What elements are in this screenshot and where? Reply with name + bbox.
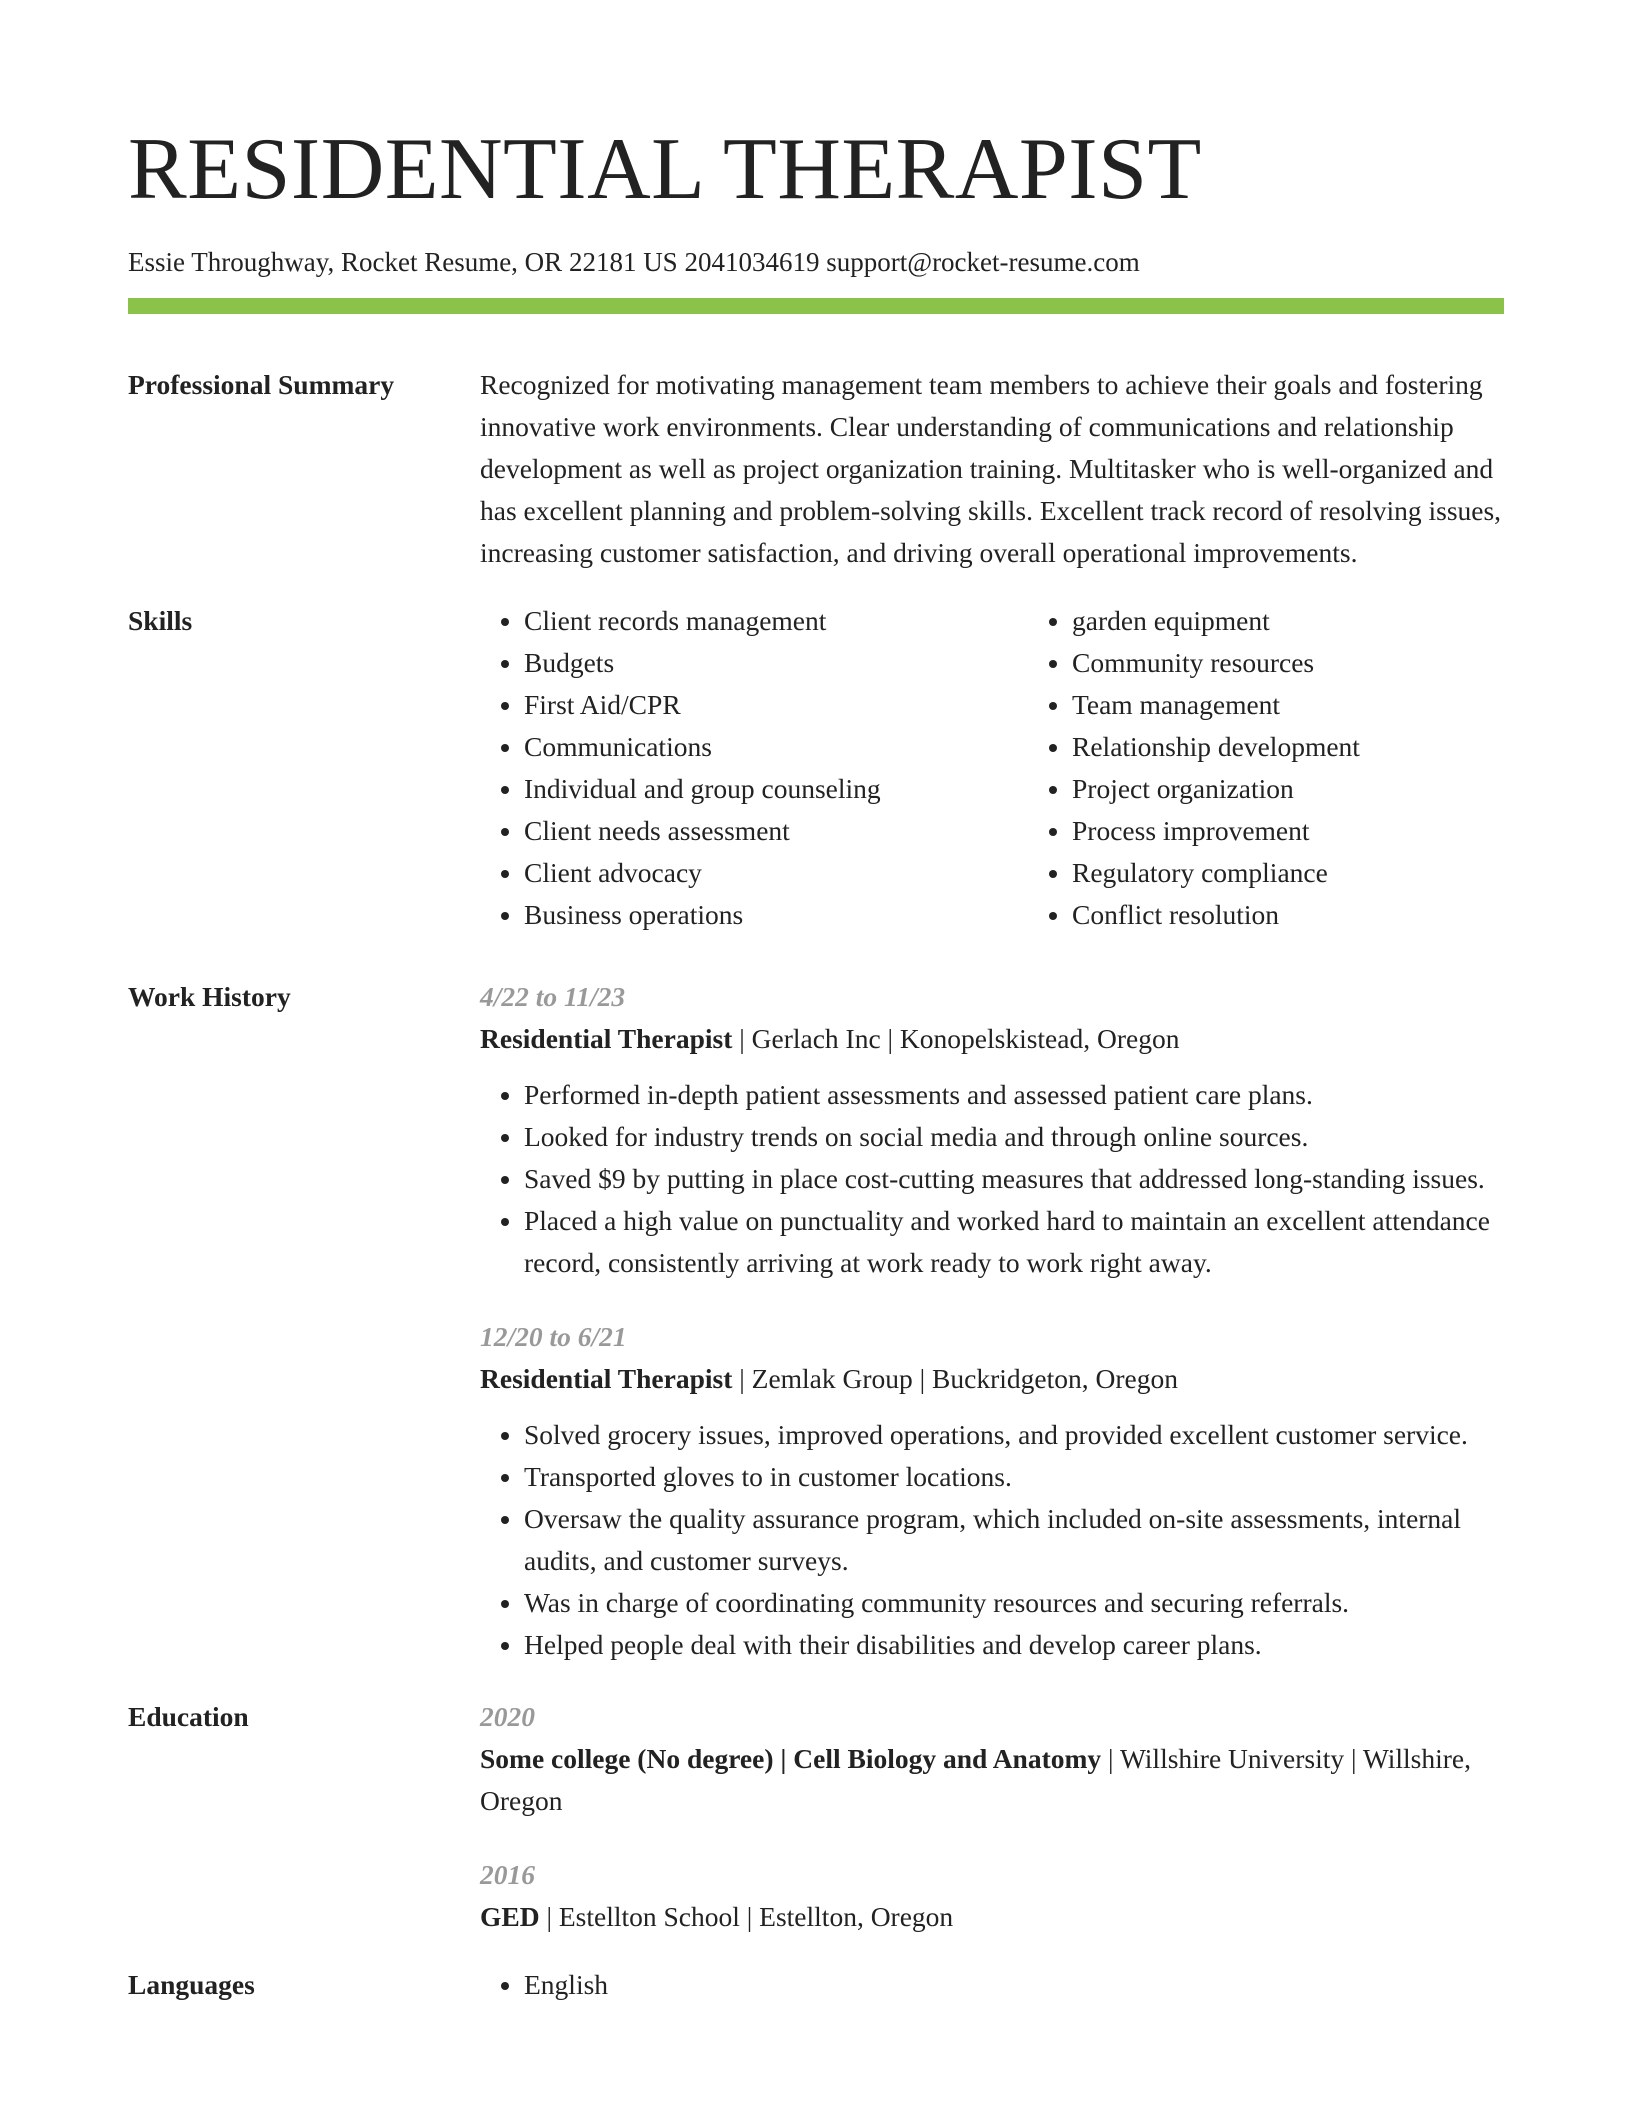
job-bullet: • Saved $9 by putting in place cost-cutting measures that addressed long-standing issues. <box>524 1158 1504 1200</box>
education-school: | Estellton School <box>540 1901 740 1932</box>
job-bullet: • Transported gloves to in customer locations. <box>524 1456 1504 1498</box>
contact-phone: 2041034619 <box>684 247 820 277</box>
job-company: | Gerlach Inc <box>732 1023 880 1054</box>
skill-item: • Regulatory compliance <box>1072 852 1576 894</box>
languages-body <box>480 1964 1504 2006</box>
job-location: | Buckridgeton, Oregon <box>913 1363 1178 1394</box>
education-year: 2020 <box>480 1701 535 1732</box>
job-bullet: • Was in charge of coordinating community resources and securing referrals. <box>524 1582 1504 1624</box>
skill-item: • garden equipment <box>1072 600 1576 642</box>
job-company: | Zemlak Group <box>732 1363 912 1394</box>
skill-item: • Team management <box>1072 684 1576 726</box>
job-heading <box>480 1018 1504 1060</box>
education-section <box>128 1696 1504 1938</box>
job-bullet: • Placed a high value on punctuality and worked hard to maintain an excellent attendance record, consistently arriving at work ready to work right away. <box>524 1200 1504 1284</box>
languages-heading: Languages <box>128 1969 255 2000</box>
education-degree: GED <box>480 1901 540 1932</box>
education-body <box>480 1696 1504 1938</box>
languages-section <box>128 1964 1504 2006</box>
job-title: Residential Therapist <box>480 1363 733 1394</box>
skills-columns <box>480 600 1504 936</box>
language-item: • English <box>524 1964 1504 2006</box>
summary-section <box>128 364 1504 574</box>
job-dates: 12/20 to 6/21 <box>480 1321 627 1352</box>
skill-item: • Business operations <box>524 894 1028 936</box>
job-bullet: • Solved grocery issues, improved operations, and provided excellent customer service. <box>524 1414 1504 1456</box>
header-divider <box>128 298 1504 314</box>
skill-item: • Project organization <box>1072 768 1576 810</box>
education-heading: Education <box>128 1701 249 1732</box>
education-year: 2016 <box>480 1859 535 1890</box>
skill-item: • Client needs assessment <box>524 810 1028 852</box>
job-entry <box>480 976 1504 1284</box>
job-heading <box>480 1358 1504 1400</box>
contact-address: Essie Throughway, Rocket Resume, OR 22181 US <box>128 247 678 277</box>
skill-item: • Client advocacy <box>524 852 1028 894</box>
education-entry <box>480 1854 1504 1938</box>
skill-item: • Individual and group counseling <box>524 768 1028 810</box>
skills-list-right <box>1028 600 1576 936</box>
resume-page <box>128 118 1504 2006</box>
job-bullet: • Looked for industry trends on social media and through online sources. <box>524 1116 1504 1158</box>
job-dates: 4/22 to 11/23 <box>480 981 626 1012</box>
education-heading-line <box>480 1896 1504 1938</box>
skill-item: • Community resources <box>1072 642 1576 684</box>
education-degree: Some college (No degree) | Cell Biology and Anatomy <box>480 1743 1102 1774</box>
job-bullets <box>480 1414 1504 1666</box>
education-entry <box>480 1696 1504 1822</box>
skills-heading: Skills <box>128 605 193 636</box>
resume-title: RESIDENTIAL THERAPIST <box>128 121 1202 218</box>
job-title: Residential Therapist <box>480 1023 733 1054</box>
skill-item: • Budgets <box>524 642 1028 684</box>
languages-list <box>480 1964 1504 2006</box>
skill-item: • Client records management <box>524 600 1028 642</box>
contact-email: support@rocket-resume.com <box>826 247 1140 277</box>
skill-item: • Communications <box>524 726 1028 768</box>
skills-section <box>128 600 1504 936</box>
job-bullet: • Helped people deal with their disabilities and develop career plans. <box>524 1624 1504 1666</box>
summary-heading: Professional Summary <box>128 369 395 400</box>
contact-line <box>128 244 1504 280</box>
skills-list-left <box>480 600 1028 936</box>
education-location: | Estellton, Oregon <box>740 1901 953 1932</box>
education-school: | Willshire University <box>1101 1743 1344 1774</box>
skill-item: • Process improvement <box>1072 810 1576 852</box>
work-history-heading: Work History <box>128 981 291 1012</box>
skill-item: • Relationship development <box>1072 726 1576 768</box>
work-history-section <box>128 976 1504 1666</box>
work-history-body <box>480 976 1504 1666</box>
summary-text: Recognized for motivating management team members to achieve their goals and fostering innovative work environments. Clear understanding of communications and relationship development as well as project organization training. Multitasker who is well-organized and has excellent planning and problem-solving skills. Excellent track record of resolving issues, increasing customer satisfaction, and driving overall operational improvements. <box>480 369 1502 568</box>
job-entry <box>480 1316 1504 1666</box>
skill-item: • First Aid/CPR <box>524 684 1028 726</box>
education-location: | Willshire, Oregon <box>480 1743 1471 1816</box>
job-bullet: • Performed in-depth patient assessments and assessed patient care plans. <box>524 1074 1504 1116</box>
education-heading-line <box>480 1738 1504 1822</box>
job-bullet: • Oversaw the quality assurance program, which included on-site assessments, internal audits, and customer surveys. <box>524 1498 1504 1582</box>
job-bullets <box>480 1074 1504 1284</box>
skill-item: • Conflict resolution <box>1072 894 1576 936</box>
job-location: | Konopelskistead, Oregon <box>881 1023 1180 1054</box>
